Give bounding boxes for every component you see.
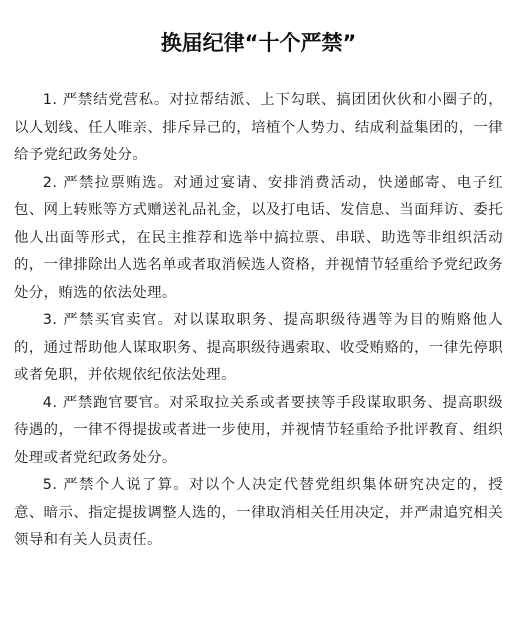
rule-paragraph-4: 4. 严禁跑官要官。对采取拉关系或者要挟等手段谋取职务、提高职级待遇的，一律不得提拔或者进一步使用，并视情节轻重给予批评教育、组织处理或者党纪政务处分。 — [14, 394, 503, 466]
rule-paragraph-1: 1. 严禁结党营私。对拉帮结派、上下勾联、搞团团伙伙和小圈子的，以人划线、任人唯亲、排斥异己的，培植个人势力、结成利益集团的，一律给予党纪政务处分。 — [14, 92, 503, 163]
document-body — [14, 87, 503, 555]
rule-paragraph-5: 5. 严禁个人说了算。对以个人决定代替党组织集体研究决定的，授意、暗示、指定提拔调整人选的，一律取消相关任用决定，并严肃追究相关领导和有关人员责任。 — [14, 477, 503, 548]
rule-paragraph-2: 2. 严禁拉票贿选。对通过宴请、安排消费活动，快递邮寄、电子红包、网上转账等方式赠送礼品礼金，以及打电话、发信息、当面拜访、委托他人出面等形式，在民主推荐和选举中搞拉票、串联、助选等非组织活动的，一律排除出人选名单或者取消候选人资格，并视情节轻重给予党纪政务处分，贿选的依法处理。 — [14, 174, 503, 301]
document-title: 换届纪律“十个严禁” — [160, 31, 357, 55]
rule-paragraph-3: 3. 严禁买官卖官。对以谋取职务、提高职级待遇等为目的贿赂他人的，通过帮助他人谋取职务、提高职级待遇索取、收受贿赂的，一律先停职或者免职，并依规依纪依法处理。 — [14, 312, 503, 383]
